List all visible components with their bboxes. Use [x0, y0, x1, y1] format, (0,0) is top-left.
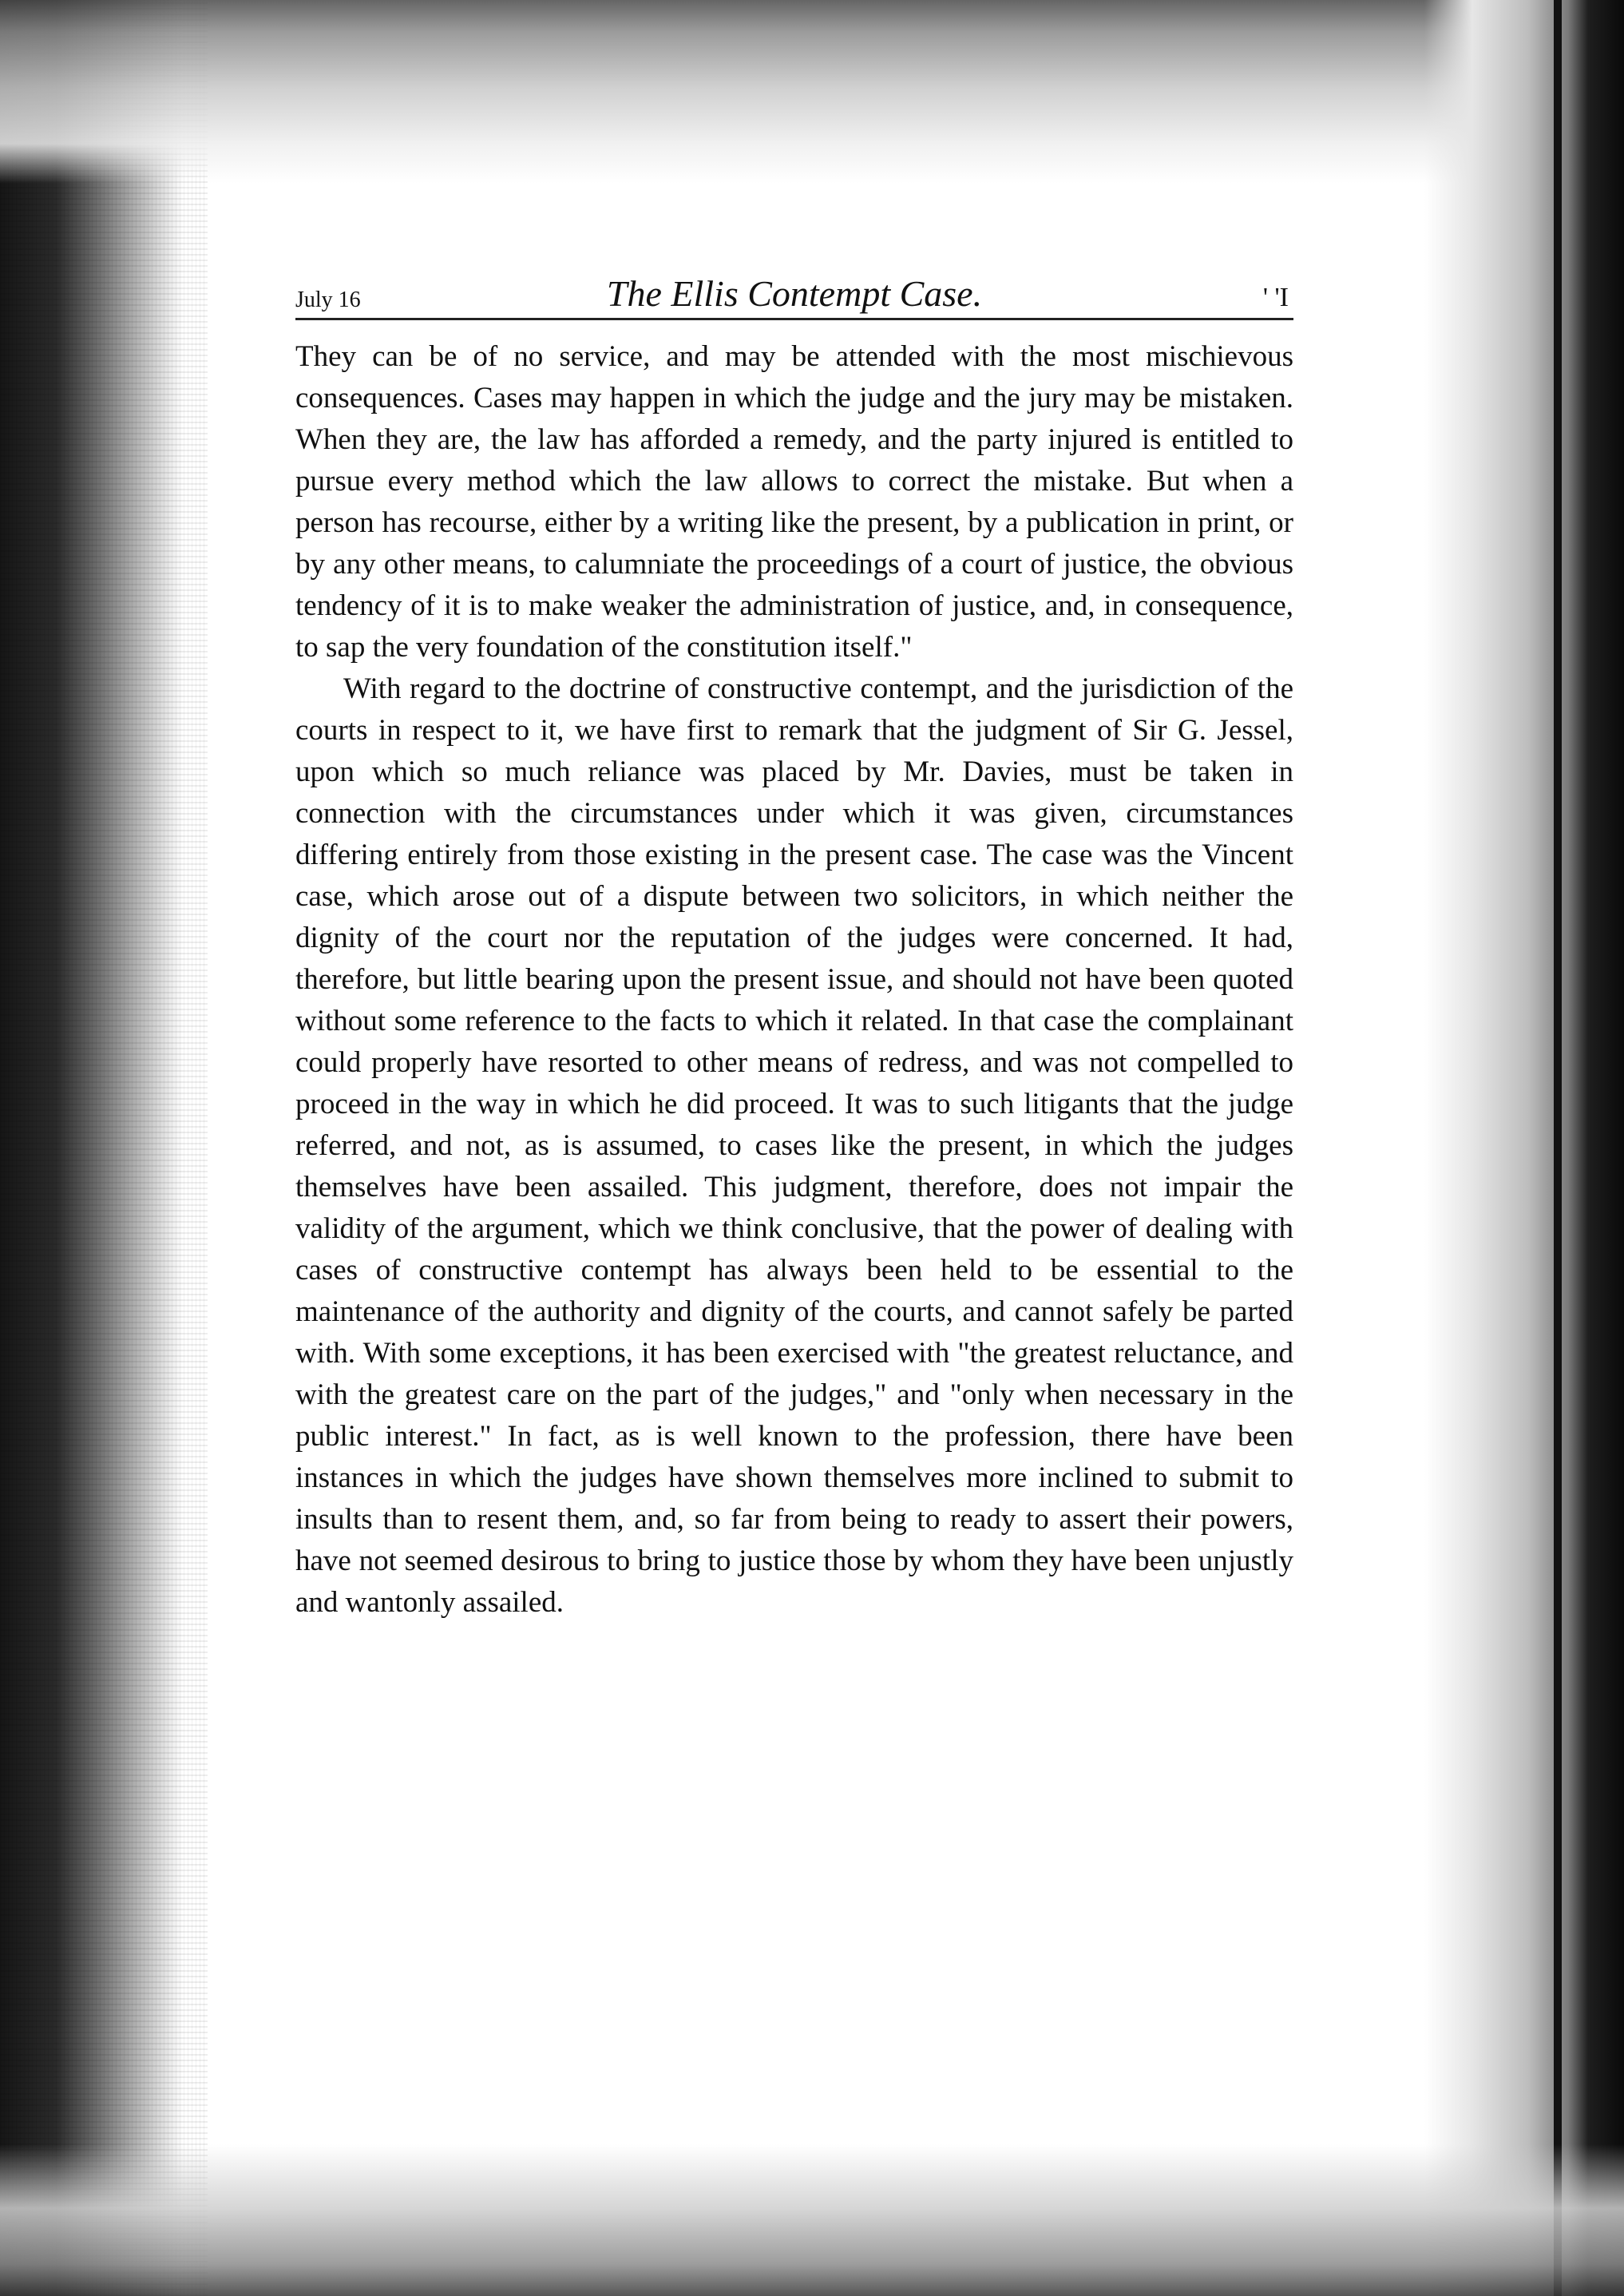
scan-bottom-edge-shadow [0, 2144, 1624, 2296]
scan-right-edge-shadow [1424, 0, 1624, 2296]
scan-top-edge-shadow [0, 0, 1624, 184]
page-number: ' 'I [1262, 283, 1289, 312]
paragraph-constructive-contempt: With regard to the doctrine of constructive contempt, and the jurisdiction of the courts in respect to it, we have first to remark that the judgment of Sir G. Jessel, upon which so much reliance was placed by Mr. Davies, must be taken in connection with the circumstances under which it was given, circumstances differing entirely from those existing in the present case. The case was the Vincent case, which arose out of a dispute between two solicitors, in which neither the dignity of the court nor the reputation of the judges were concerned. It had, therefore, but little bearing upon the present issue, and should not have been quoted without some reference to the facts to which it related. In that case the complainant could properly have resorted to other means of redress, and was not compelled to proceed in the way in which he did proceed. It was to such litigants that the judge referred, and not, as is assumed, to cases like the present, in which the judges themselves have been assailed. This judgment, therefore, does not impair the validity of the argument, which we think conclusive, that the power of dealing with cases of constructive contempt has always been held to be essential to the maintenance of the authority and dignity of the courts, and cannot safely be parted with. With some exceptions, it has been exercised with "the greatest reluctance, and with the greatest care on the part of the judges," and "only when necessary in the public interest." In fact, as is well known to the profession, there have been instances in which the judges have shown themselves more inclined to submit to insults than to resent them, and, so far from being to ready to assert their powers, have not seemed desirous to bring to justice those by whom they have been unjustly and wantonly assailed. [295, 672, 1293, 1619]
scan-left-speckle [0, 0, 208, 2296]
paragraph-continued: They can be of no service, and may be attended with the most mischievous consequences. Cases may happen in which the judge and the jury may be mistaken. When they are, the law has afforded a remedy, and the party injured is entitled to pursue every method which the law allows to correct the mistake. But when a person has recourse, either by a writing like the present, by a publication in print, or by any other means, to calumniate the proceedings of a court of justice, the obvious tendency of it is to make weaker the administration of justice, and, in consequence, to sap the very foundation of the constitution itself." [295, 340, 1293, 664]
running-head-date: July 16 [295, 287, 361, 312]
body-text [295, 336, 1293, 1624]
running-head [295, 264, 1293, 320]
scan-right-binding-line [1554, 0, 1562, 2296]
running-head-title: The Ellis Contempt Case. [606, 273, 983, 314]
page [295, 264, 1293, 1624]
